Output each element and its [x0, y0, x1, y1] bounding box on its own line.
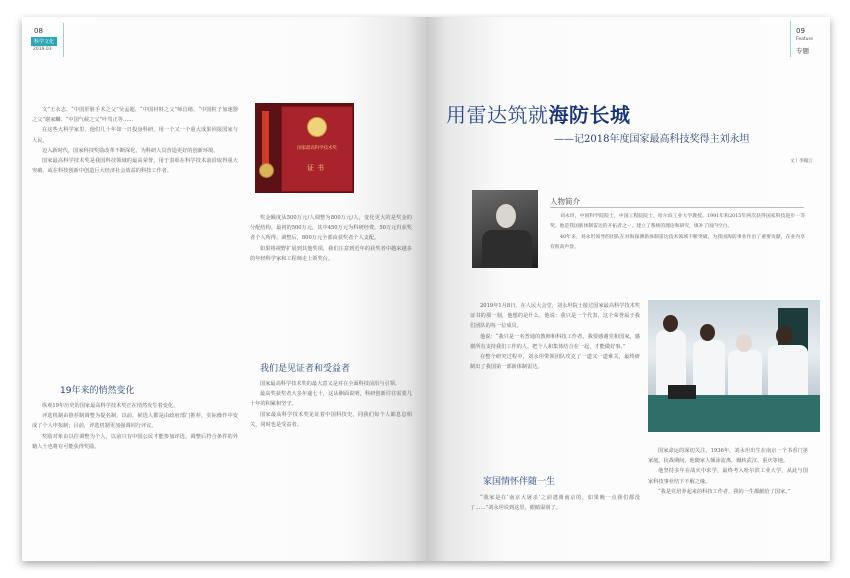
paragraph: 迈入新时代，国家科技奖励改革不断深化，为科研人员营造更好的创新环境。 [42, 147, 219, 154]
section-heading: 19年来的悄然变化 [60, 386, 135, 396]
text-column-2 [250, 213, 412, 355]
paragraph: “我家是在‘南京大屠杀’之前逃离南京的，如果晚一点我们都没了……”刘永坦说到这里，眼睛湿润了。 [470, 495, 640, 512]
certificate-photo [255, 103, 354, 193]
paragraph: 文”王永志、“中国肝脏手术之父”吴孟超、“中国材料之父”师昌绪、“中国粒子加速器之父”谢家麟、“中国气候之父”叶笃正等…… [32, 107, 238, 124]
paragraph: 他说：“我只是一名普通的教师和科技工作者，我要感谢党和国家，感谢所有支持我们工作的人，把个人和集体结合在一起，才能做好事。” [470, 333, 640, 350]
paragraph: 评选机制由推荐制调整为提名制，以前，候选人都是由政府部门推荐，实际操作中变成了个人申报制；目前，评选机制更加强调同行评议。 [32, 413, 238, 430]
right-text-column-1b [470, 493, 640, 529]
paragraph: 最高奖获奖者大多年逾七十，这从侧面说明，科研创新往往需要几十年的积累和坚守。 [250, 391, 412, 408]
portrait-photo [472, 190, 538, 268]
paragraph: 国家命运的深切关注，1936年，刘永坦出生在南京一个书香门第家庭。抗战期间，他随家人颠沛流离，辗转武汉、重庆等地。 [648, 448, 808, 465]
paragraph: 奖励对象由以往调整为个人，以前只有中国公民才能参加评选，调整后符合条件的外籍人士也将有可能获得奖励。 [32, 433, 238, 450]
medal-ribbon [262, 111, 269, 166]
issue-date: 2019.03 [33, 47, 52, 52]
text-column-1 [32, 105, 238, 305]
article-subtitle: ——记2018年度国家最高科技奖得主刘永坦 [554, 134, 750, 145]
paragraph: 如果将视野扩展到其他奖项，我们注意到近年的获奖者中越来越多的年轻科学家和工程师走上领奖台。 [250, 245, 412, 262]
section-heading: 家国情怀伴随一生 [483, 477, 556, 487]
paragraph: 国家最高科学技术奖见证着中国科技史，同我们每个人都息息相关，同时也是受益者。 [250, 411, 412, 428]
person-head [736, 334, 752, 352]
person-head [776, 326, 793, 345]
left-page [22, 17, 426, 561]
paragraph: 2019年1月8日，在人民大会堂，刘永坦院士接过国家最高科学技术奖证书的那一刻，他想的是什么，他说：我只是一个代表，这个荣誉属于我们团队的每一位成员。 [470, 303, 640, 330]
paragraph: 奖金额度从500万元/人调整为800万元/人，变化更大的是奖金的分配结构。最初的500万元，其中450万元为科研经费，50万元归获奖者个人所得。调整后，800万元全部由获奖者个人支配。 [250, 215, 412, 242]
portrait-body [482, 230, 532, 268]
page-number: 09 [796, 27, 805, 35]
header-rule [790, 21, 791, 57]
section-small-label: Feature [796, 37, 814, 42]
paragraph: 纵观19年历史的国家最高科学技术奖正在悄然发生着变化。 [42, 403, 179, 409]
author-byline: 文丨李翰云 [790, 159, 813, 164]
person-head [663, 315, 678, 332]
section-tag: 专题 [796, 47, 809, 55]
paragraph: 国家最高科学技术奖是我国科技领域的最高荣誉，用于表彰在科学技术前沿取得重大突破、或在科技创新中创造巨大经济社会效益的科技工作者。 [32, 158, 238, 175]
section-heading: 我们是见证者和受益者 [260, 364, 351, 374]
person-head [700, 324, 715, 341]
medal-icon [259, 163, 274, 178]
paragraph: 在整个研究过程中，刘永坦带领团队攻克了一道又一道难关，最终研制出了我国第一部新体制雷达。 [470, 354, 640, 371]
laptop [668, 385, 696, 399]
certificate-cover [281, 106, 353, 192]
title-emphasis: 海防长城 [548, 103, 631, 127]
paragraph: 国家最高科学技术奖的最大意义是对在全面科技前沿与引领。 [260, 381, 401, 387]
paragraph: “我是党培养起来的科技工作者，我的一生都献给了国家。” [658, 488, 791, 495]
right-text-column-2 [648, 446, 808, 531]
article-title [446, 99, 631, 128]
paragraph: 刘永坦，中国科学院院士，中国工程院院士，哈尔滨工业大学教授。1991年和2015年两次获得国家科技进步一等奖。他是我国新体制雷达的开拓者之一，建立了系统的理论和研究，填补了国内空白。 [550, 214, 805, 230]
section-tag: 科学文化 [31, 37, 57, 46]
title-part: 用雷达筑就 [446, 103, 549, 127]
paragraph: 在这些大科学家里，他们几十年如一日投身科研，用一个又一个重大成果回报国家与人民。 [32, 127, 238, 144]
right-text-column-1 [470, 301, 640, 459]
profile-text [550, 212, 805, 253]
national-emblem-icon [307, 117, 327, 137]
profile-divider [550, 207, 804, 208]
certificate-title: 国家最高科学技术奖 [297, 146, 337, 151]
lab-desk [648, 395, 820, 432]
text-column-2b [250, 379, 412, 541]
lab-photo [648, 300, 820, 432]
header-rule [63, 23, 64, 57]
certificate-label: 证书 [307, 164, 327, 172]
portrait-head [496, 204, 516, 228]
person [693, 340, 725, 400]
page-number: 08 [34, 27, 43, 35]
paragraph: 他坚持多年在战火中求学，最终考入哈尔滨工业大学，从此与国家科技事业结下不解之缘。 [648, 468, 808, 485]
paragraph: 40年来，刘永坦领导的团队在对海探测新体制雷达技术领域不断突破，为我国海防事业作出了重要贡献，在业内享有很高声誉。 [550, 234, 805, 250]
text-column-1b [32, 401, 238, 541]
profile-heading: 人物简介 [550, 197, 580, 206]
